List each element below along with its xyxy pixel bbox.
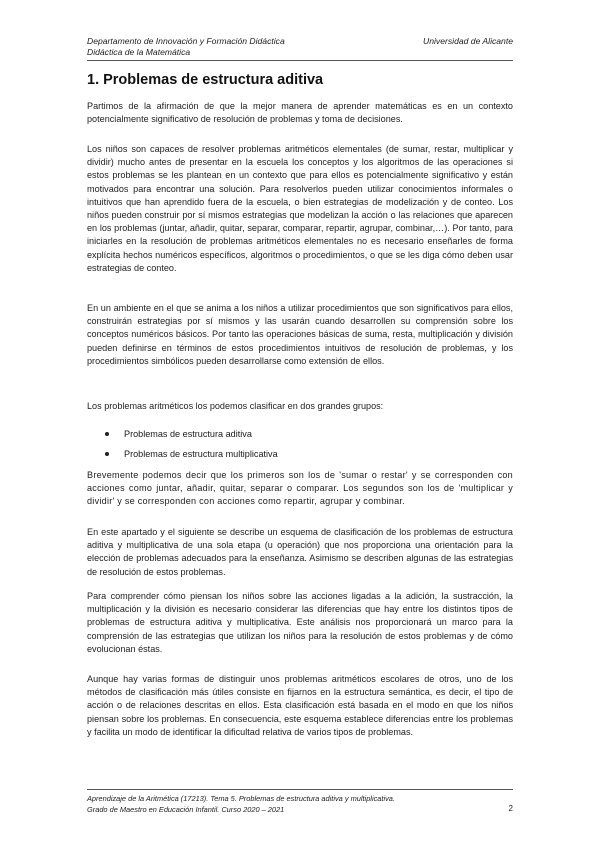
paragraph-classification-intro: Los problemas aritméticos los podemos clasificar en dos grandes grupos: xyxy=(87,401,384,411)
section-title: 1. Problemas de estructura aditiva xyxy=(87,72,324,88)
page-footer xyxy=(87,793,395,815)
list-item xyxy=(87,448,513,468)
header-department: Departamento de Innovación y Formación Didáctica xyxy=(87,36,285,46)
header-divider xyxy=(87,60,513,61)
list-item-label: Problemas de estructura multiplicativa xyxy=(124,449,278,459)
header-university: Universidad de Alicante xyxy=(423,36,513,46)
footer-course: Aprendizaje de la Aritmética (17213). Tema 5. Problemas de estructura aditiva y multiplicativa. xyxy=(87,794,395,803)
footer-divider xyxy=(87,789,513,790)
paragraph-children-capable: Los niños son capaces de resolver problemas aritméticos elementales (de sumar, restar, multiplicar y dividir) mucho antes de presentar en la escuela los conceptos y los algoritmos de las operaciones si estos problemas se les plantean en un contexto que para ellos es potencialmente significativo y están motivados para encontrar una solución. Para resolverlos pueden utilizar conocimientos informales o intuitivos que han aprendido fuera de la escuela, o bien estrategias de modelización y de conteo. Los niños pueden construir por sí mismos estrategias que modelizan la acción o las relaciones que aparecen en los problemas (juntar, añadir, quitar, separar, comparar, repartir, agrupar, combinar,…). Por tanto, para iniciarles en la resolución de problemas aritméticos elementales no es necesario enseñarles de forma explícita hechos numéricos específicos, algoritmos o procedimientos, o que se les diga cómo deben usar estrategias de conteo. xyxy=(87,144,513,273)
bullet-icon xyxy=(105,432,109,436)
problem-groups-list xyxy=(87,428,513,468)
paragraph-intro: Partimos de la afirmación de que la mejor manera de aprender matemáticas es en un contexto potencialmente significativo de resolución de problemas y toma de decisiones. xyxy=(87,101,513,125)
footer-degree: Grado de Maestro en Educación Infantil. Curso 2020 – 2021 xyxy=(87,805,285,814)
paragraph-section-scope: En este apartado y el siguiente se describe un esquema de clasificación de los problemas de estructura aditiva y multiplicativa de una sola etapa (u operación) que nos proporciona una orientación para la elección de problemas adecuados para la enseñanza. Asimismo se describen algunas de las estrategias de resolución de estos problemas. xyxy=(87,527,513,577)
bullet-icon xyxy=(105,452,109,456)
paragraph-environment: En un ambiente en el que se anima a los niños a utilizar procedimientos que son significativos para ellos, construirán estrategias por sí mismos y las usarán cuando desarrollen su comprensión sobre los conceptos numéricos básicos. Por tanto las operaciones básicas de suma, resta, multiplicación y división pueden definirse en términos de estos procedimientos intuitivos de resolución de problemas, y los procedimientos simbólicos pueden desarrollarse como extensión de ellos. xyxy=(87,303,513,366)
paragraph-understanding: Para comprender cómo piensan los niños sobre las acciones ligadas a la adición, la sustracción, la multiplicación y la división es necesario considerar las diferencias que hay entre los distintos tipos de problemas de estructura aditiva y multiplicativa. Este análisis nos proporcionará un marco para la comprensión de las estrategias que utilizan los niños para la resolución de estos problemas y de cómo evolucionan éstas. xyxy=(87,591,513,654)
header-subject: Didáctica de la Matemática xyxy=(87,47,191,57)
paragraph-summary: Brevemente podemos decir que los primeros son los de 'sumar o restar' y se corresponden con acciones como juntar, añadir, quitar, separar o comparar. Los segundos son los de 'multiplicar y dividir' y se corresponden con acciones como repartir, agrupar y combinar. xyxy=(87,470,513,507)
page-header xyxy=(87,36,285,58)
page-number: 2 xyxy=(508,804,513,813)
list-item xyxy=(87,428,513,448)
paragraph-classification-methods: Aunque hay varias formas de distinguir unos problemas aritméticos escolares de otros, uno de los métodos de clasificación más útiles consiste en fijarnos en la estructura semántica, es decir, el tipo de acción o de relaciones descritas en ellos. Esta clasificación está basada en el modo en que los niños piensan sobre los problemas. En consecuencia, este esquema establece diferencias entre los problemas y facilita un modo de identificar la dificultad relativa de varios tipos de problemas. xyxy=(87,674,513,737)
list-item-label: Problemas de estructura aditiva xyxy=(124,429,252,439)
